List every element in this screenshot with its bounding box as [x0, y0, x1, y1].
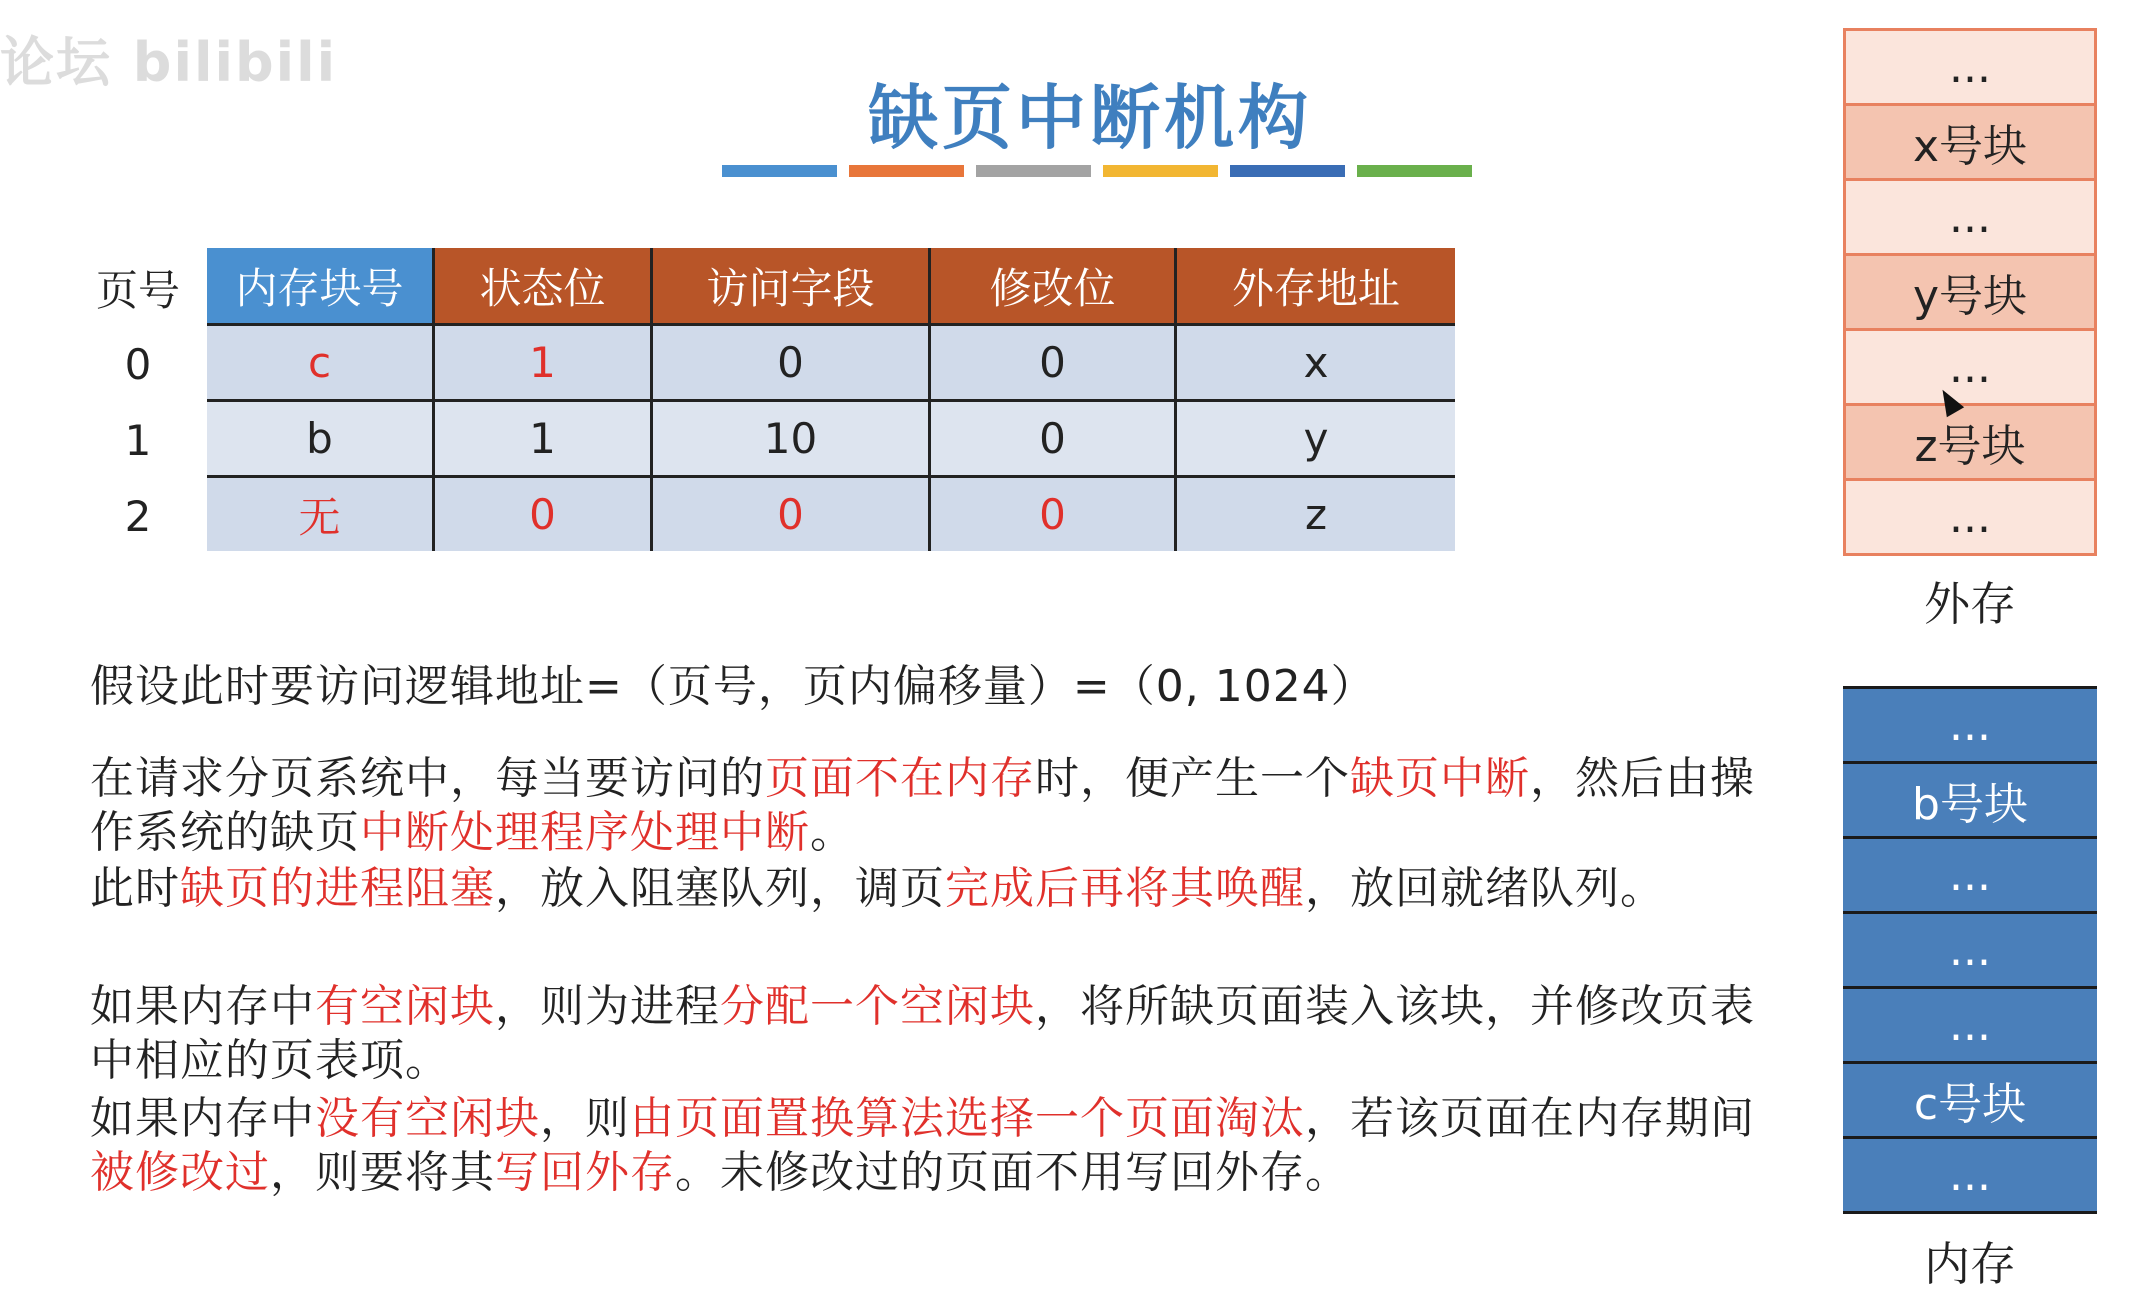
highlight-text: 写回外存 [495, 1147, 675, 1198]
table-cell: 1 [434, 401, 652, 477]
header-status-bit: 状态位 [434, 248, 652, 325]
paragraph-no-free-block [90, 1092, 1760, 1200]
text-segment: 在请求分页系统中，每当要访问的 [90, 753, 765, 804]
external-block: ... [1843, 181, 2097, 256]
table-row [207, 325, 1455, 401]
external-block: ... [1843, 481, 2097, 556]
highlight-text: 被修改过 [90, 1147, 270, 1198]
text-segment: 如果内存中 [90, 981, 315, 1032]
page-title: 缺页中断机构 [868, 77, 1312, 159]
table-row [207, 477, 1455, 552]
external-block: ... [1843, 331, 2097, 406]
memory-label: 内存 [1924, 1237, 2016, 1291]
table-cell: b [207, 401, 434, 477]
text-segment: 时，便产生一个 [1035, 753, 1350, 804]
table-row [207, 401, 1455, 477]
text-segment: ，若该页面在内存期间 [1305, 1093, 1755, 1144]
page-number-0: 0 [124, 340, 152, 389]
highlight-text: 分配一个空闲块 [720, 981, 1035, 1032]
page-number-1: 1 [124, 416, 152, 465]
external-storage-label: 外存 [1924, 577, 2016, 631]
highlight-text: 没有空闲块 [315, 1093, 540, 1144]
table-cell: 0 [930, 325, 1176, 401]
text-segment: 如果内存中 [90, 1093, 315, 1144]
highlight-text: 有空闲块 [315, 981, 495, 1032]
memory-block: ... [1843, 836, 2097, 911]
memory-block: ... [1843, 686, 2097, 761]
title-bar-segment [1230, 165, 1345, 177]
title-bar-segment [849, 165, 964, 177]
highlight-text: 由页面置换算法选择一个页面淘汰 [630, 1093, 1305, 1144]
page-number-header: 页号 [95, 266, 180, 315]
memory-block: c号块 [1843, 1061, 2097, 1136]
table-cell: 无 [207, 477, 434, 552]
table-cell: z [1176, 477, 1456, 552]
table-cell: 0 [434, 477, 652, 552]
text-segment: ，则要将其 [270, 1147, 495, 1198]
page-table [207, 248, 1455, 551]
external-block: ... [1843, 28, 2097, 106]
paragraph-page-fault [90, 752, 1760, 860]
title-bar-segment [722, 165, 837, 177]
watermark: 论坛 bilibili [0, 31, 338, 94]
text-segment: ，则为进程 [495, 981, 720, 1032]
table-cell: 0 [652, 477, 930, 552]
highlight-text: 页面不在内存 [765, 753, 1035, 804]
table-cell: 0 [930, 401, 1176, 477]
table-cell: y [1176, 401, 1456, 477]
highlight-text: 缺页的进程阻塞 [180, 863, 495, 914]
text-segment: ，则 [540, 1093, 630, 1144]
header-memory-block: 内存块号 [207, 248, 434, 325]
text-segment: 。 [810, 807, 855, 858]
title-bar-segment [976, 165, 1091, 177]
table-cell: 1 [434, 325, 652, 401]
paragraph-free-block [90, 980, 1760, 1088]
table-header-row [207, 248, 1455, 325]
memory-block: ... [1843, 986, 2097, 1061]
highlight-text: 缺页中断 [1350, 753, 1530, 804]
table-cell: 10 [652, 401, 930, 477]
external-block: z号块 [1843, 406, 2097, 481]
title-color-bars [722, 165, 1472, 177]
page-number-2: 2 [124, 492, 152, 541]
header-modify-bit: 修改位 [930, 248, 1176, 325]
paragraph-logical-address: 假设此时要访问逻辑地址=（页号，页内偏移量）=（0, 1024） [90, 661, 1376, 712]
external-storage-stack [1843, 28, 2097, 556]
memory-block: ... [1843, 911, 2097, 986]
table-cell: 0 [652, 325, 930, 401]
table-cell: x [1176, 325, 1456, 401]
highlight-text: 完成后再将其唤醒 [945, 863, 1305, 914]
external-block: x号块 [1843, 106, 2097, 181]
memory-block: b号块 [1843, 761, 2097, 836]
header-external-address: 外存地址 [1176, 248, 1456, 325]
text-segment: ，然后由操作系统的缺页 [90, 753, 1755, 858]
title-bar-segment [1357, 165, 1472, 177]
text-segment: 。未修改过的页面不用写回外存。 [675, 1147, 1350, 1198]
text-segment: ，放入阻塞队列，调页 [495, 863, 945, 914]
highlight-text: 中断处理程序处理中断 [360, 807, 810, 858]
table-cell: 0 [930, 477, 1176, 552]
external-block: y号块 [1843, 256, 2097, 331]
memory-block: ... [1843, 1136, 2097, 1211]
header-access-field: 访问字段 [652, 248, 930, 325]
paragraph-process-block [90, 862, 1760, 916]
title-bar-segment [1103, 165, 1218, 177]
table-cell: c [207, 325, 434, 401]
text-segment: ，放回就绪队列。 [1305, 863, 1665, 914]
memory-stack [1843, 686, 2097, 1214]
text-segment: 此时 [90, 863, 180, 914]
text-segment: ，将所缺页面装入该块，并修改页表中相应的页表项。 [90, 981, 1755, 1086]
